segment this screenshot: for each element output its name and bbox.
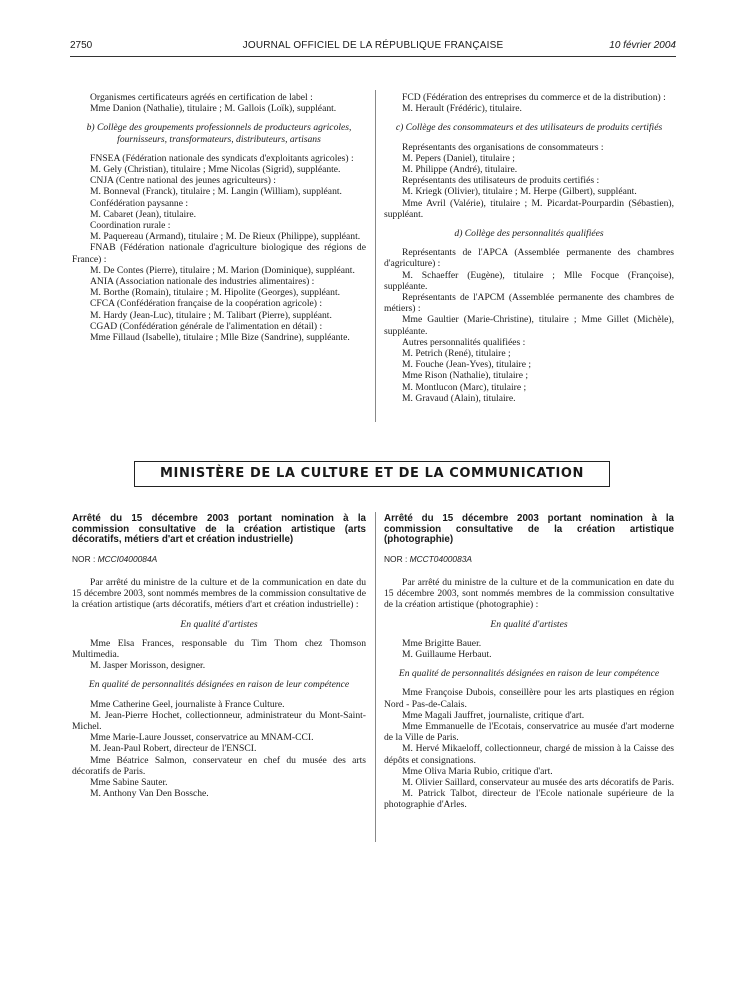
text-line: M. Schaeffer (Eugène), titulaire ; Mlle Focque (Françoise), suppléante. xyxy=(384,269,674,292)
text-line: Mme Fillaud (Isabelle), titulaire ; Mlle Bize (Sandrine), suppléante. xyxy=(90,332,350,344)
text-line: Mme Magali Jauffret, journaliste, critique d'art. xyxy=(402,709,585,721)
text-line: M. Hervé Mikaeloff, collectionneur, chargé de mission à la Caisse des dépôts et consignations. xyxy=(384,743,674,766)
section-heading: En qualité de personnalités désignées en raison de leur compétence xyxy=(88,679,350,691)
text-line: M. Paquereau (Armand), titulaire ; M. De Rieux (Philippe), suppléant. xyxy=(90,231,361,243)
text-line: M. Philippe (André), titulaire. xyxy=(402,164,518,176)
text-line: Mme Françoise Dubois, conseillère pour les arts plastiques en région Nord - Pas-de-Calais. xyxy=(384,687,674,710)
spacer xyxy=(72,114,366,122)
text-line: Mme Avril (Valérie), titulaire ; M. Picardat-Pourpardin (Sébastien), suppléant. xyxy=(384,197,674,220)
decree-body xyxy=(72,577,366,799)
text-line: M. De Contes (Pierre), titulaire ; M. Marion (Dominique), suppléant. xyxy=(90,264,355,276)
section-heading: En qualité d'artistes xyxy=(490,618,568,630)
spacer xyxy=(384,630,674,638)
text-line: M. Fouche (Jean-Yves), titulaire ; xyxy=(402,359,532,371)
column-divider-bottom xyxy=(375,512,376,842)
text-line: FCD (Fédération des entreprises du commerce et de la distribution) : xyxy=(402,92,666,103)
text-line: Mme Emmanuelle de l'Ecotais, conservatrice au musée d'art moderne de la Ville de Paris. xyxy=(384,721,674,744)
header-rule xyxy=(70,56,676,57)
spacer xyxy=(384,134,674,142)
section-heading: c) Collège des consommateurs et des utilisateurs de produits certifiés xyxy=(395,122,663,134)
text-line: Mme Gaultier (Marie-Christine), titulaire ; Mme Gillet (Michèle), suppléante. xyxy=(384,314,674,337)
text-line: M. Jean-Paul Robert, directeur de l'ENSCI. xyxy=(90,743,257,755)
column-divider-top xyxy=(375,90,376,422)
spacer xyxy=(72,630,366,638)
journal-title: JOURNAL OFFICIEL DE LA RÉPUBLIQUE FRANÇAISE xyxy=(242,40,504,51)
text-line: M. Hardy (Jean-Luc), titulaire ; M. Talibart (Pierre), suppléant. xyxy=(90,309,332,321)
nor-code: MCCT0400083A xyxy=(409,553,472,564)
text-line: FNAB (Fédération nationale d'agriculture biologique des régions de France) : xyxy=(72,242,366,265)
nor-label: NOR : xyxy=(384,553,408,564)
page-header xyxy=(70,40,676,54)
spacer xyxy=(384,611,674,619)
spacer xyxy=(384,114,674,122)
issue-date: 10 février 2004 xyxy=(609,40,676,51)
text-line: M. Guillaume Herbaut. xyxy=(402,649,492,660)
section-heading: d) Collège des personnalités qualifiées xyxy=(454,228,604,240)
text-line: Mme Sabine Sauter. xyxy=(90,777,168,789)
decree-title: Arrêté du 15 décembre 2003 portant nomination à la commission consultative de la création artistique (photographie) xyxy=(384,513,674,546)
text-line: M. Herault (Frédéric), titulaire. xyxy=(402,103,522,115)
text-line: Par arrêté du ministre de la culture et de la communication en date du 15 décembre 2003, sont nommés membres de la commission consultative de la création artistique (photographie) : xyxy=(384,576,674,611)
text-line: M. Kriegk (Olivier), titulaire ; M. Herpe (Gilbert), suppléant. xyxy=(402,186,637,198)
text-line: M. Montlucon (Marc), titulaire ; xyxy=(402,381,527,393)
text-line: CFCA (Confédération française de la coopération agricole) : xyxy=(90,298,323,310)
spacer xyxy=(72,611,366,619)
text-line: CNJA (Centre national des jeunes agriculteurs) : xyxy=(90,175,276,187)
section-heading: En qualité de personnalités désignées en raison de leur compétence xyxy=(398,668,660,680)
text-line: M. Petrich (René), titulaire ; xyxy=(402,348,511,360)
text-line: Mme Danion (Nathalie), titulaire ; M. Gallois (Loïk), suppléant. xyxy=(90,103,337,115)
spacer xyxy=(72,691,366,699)
text-line: Autres personnalités qualifiées : xyxy=(402,336,526,348)
nor-label: NOR : xyxy=(72,553,96,564)
text-line: CGAD (Confédération générale de l'alimentation en détail) : xyxy=(90,320,323,332)
nor-code: MCCI0400084A xyxy=(97,553,158,564)
text-line: M. Cabaret (Jean), titulaire. xyxy=(90,208,197,220)
section-heading: b) Collège des groupements professionnels de producteurs agricoles, fournisseurs, transformateurs, distributeurs, artisans xyxy=(86,122,352,145)
text-line: Mme Elsa Frances, responsable du Tim Thom chez Thomson Multimedia. xyxy=(72,637,366,660)
decree-decorative-arts xyxy=(72,514,366,799)
text-line: M. Jasper Morisson, designer. xyxy=(90,660,206,672)
spacer xyxy=(72,145,366,153)
text-line: Représentants des utilisateurs de produits certifiés : xyxy=(402,175,600,187)
spacer xyxy=(384,660,674,668)
page-number: 2750 xyxy=(70,40,93,51)
spacer xyxy=(384,679,674,687)
text-line: Mme Béatrice Salmon, conservateur en chef du musée des arts décoratifs de Paris. xyxy=(72,754,366,777)
decree-body xyxy=(384,577,674,811)
text-line: Confédération paysanne : xyxy=(90,197,189,209)
text-line: Mme Oliva Maria Rubio, critique d'art. xyxy=(402,765,553,777)
text-line: Coordination rurale : xyxy=(90,220,171,232)
text-line: M. Olivier Saillard, conservateur au musée des arts décoratifs de Paris. xyxy=(402,777,675,789)
text-line: Mme Rison (Nathalie), titulaire ; xyxy=(402,370,529,382)
text-line: M. Gely (Christian), titulaire ; Mme Nicolas (Sigrid), suppléante. xyxy=(90,164,341,176)
text-line: M. Jean-Pierre Hochet, collectionneur, administrateur du Mont-Saint-Michel. xyxy=(72,709,366,733)
text-line: ANIA (Association nationale des industries alimentaires) : xyxy=(90,276,315,288)
text-line: M. Bonneval (Franck), titulaire ; M. Langin (William), suppléant. xyxy=(90,186,342,198)
text-line: Représentants des organisations de consommateurs : xyxy=(402,141,604,153)
text-line: Mme Marie-Laure Jousset, conservatrice au MNAM-CCI. xyxy=(90,732,314,744)
top-left-column xyxy=(72,92,366,343)
spacer xyxy=(384,239,674,247)
text-line: Représentants de l'APCM (Assemblée permanente des chambres de métiers) : xyxy=(384,292,674,315)
decree-photography xyxy=(384,514,674,811)
text-line: M. Anthony Van Den Bossche. xyxy=(90,788,209,800)
text-line: Organismes certificateurs agréés en certification de label : xyxy=(90,92,313,103)
text-line: M. Borthe (Romain), titulaire ; M. Hipolite (Georges), suppléant. xyxy=(90,287,341,299)
text-line: M. Pepers (Daniel), titulaire ; xyxy=(402,152,515,164)
text-line: M. Patrick Talbot, directeur de l'Ecole nationale supérieure de la photographie d'Arles. xyxy=(384,788,674,811)
text-line: Par arrêté du ministre de la culture et de la communication en date du 15 décembre 2003, sont nommés membres de la commission consultative de la création artistique (arts décoratifs, métiers d'art et création industrielle) : xyxy=(72,576,366,611)
nor-reference xyxy=(384,554,674,565)
text-line: Représentants de l'APCA (Assemblée permanente des chambres d'agriculture) : xyxy=(384,247,674,270)
text-line: Mme Brigitte Bauer. xyxy=(402,637,482,649)
decree-title: Arrêté du 15 décembre 2003 portant nomination à la commission consultative de la création artistique (arts décoratifs, métiers d'art et création industrielle) xyxy=(72,513,366,546)
text-line: Mme Catherine Geel, journaliste à France Culture. xyxy=(90,698,285,710)
spacer xyxy=(72,671,366,679)
section-heading: En qualité d'artistes xyxy=(180,618,258,630)
text-line: FNSEA (Fédération nationale des syndicats d'exploitants agricoles) : xyxy=(90,152,354,164)
text-line: M. Gravaud (Alain), titulaire. xyxy=(402,392,516,404)
ministry-banner: MINISTÈRE DE LA CULTURE ET DE LA COMMUNICATION xyxy=(134,461,610,487)
nor-reference xyxy=(72,554,366,565)
spacer xyxy=(384,220,674,228)
top-right-column xyxy=(384,92,674,404)
